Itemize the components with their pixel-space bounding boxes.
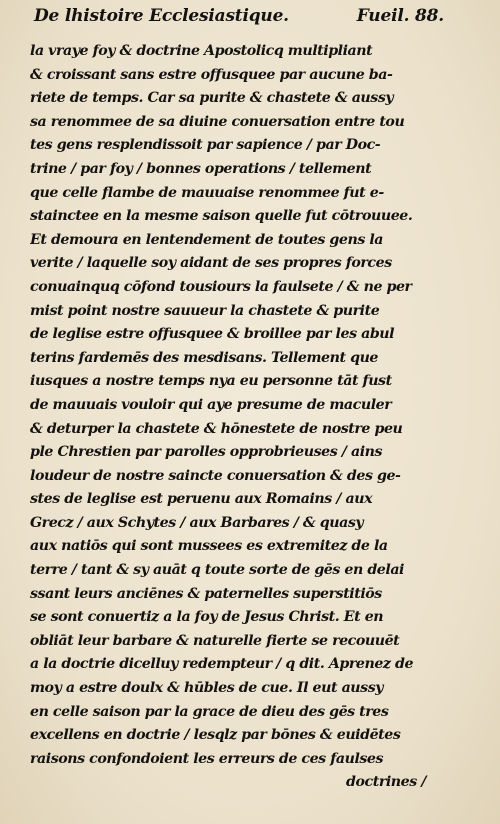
text-line: riete de temps. Car sa purite & chastete & aussy [30, 90, 394, 107]
text-line-final: doctrines / [346, 774, 426, 791]
running-head [34, 6, 444, 26]
text-line: en celle saison par la grace de dieu des gēs tres [30, 703, 389, 720]
text-line: Grecz / aux Schytes / aux Barbares / & quasy [30, 514, 364, 531]
text-block [30, 40, 440, 795]
text-line: aux natiōs qui sont mussees es extremitez de la [30, 538, 388, 555]
text-line: obliāt leur barbare & naturelle fierte se recouuēt [30, 632, 400, 649]
folio-number: Fueil. 88. [356, 6, 444, 26]
text-line: trine / par foy / bonnes operations / tellement [30, 160, 372, 177]
text-line: & deturper la chastete & hōnestete de nostre peu [30, 420, 403, 437]
text-line: sa renommee de sa diuine conuersation entre tou [30, 113, 405, 130]
text-line: Et demoura en lentendement de toutes gens la [30, 231, 384, 248]
text-line: & croissant sans estre offusquee par aucune ba- [30, 66, 393, 83]
text-line: raisons confondoient les erreurs de ces faulses [30, 750, 384, 767]
text-line: ple Chrestien par parolles opprobrieuses / ains [30, 444, 383, 461]
text-line: terre / tant & sy auāt q toute sorte de gēs en delai [30, 562, 404, 579]
text-line: se sont conuertiz a la foy de Jesus Christ. Et en [30, 609, 384, 626]
text-line: tes gens resplendissoit par sapience / par Doc- [30, 137, 381, 154]
running-head-title: De lhistoire Ecclesiastique. [34, 6, 289, 26]
text-line: verite / laquelle soy aidant de ses propres forces [30, 255, 392, 272]
text-line: a la doctrie dicelluy redempteur / q dit. Aprenez de [30, 656, 414, 673]
text-line: conuainquq cōfond tousiours la faulsete / & ne per [30, 278, 412, 295]
text-line: que celle flambe de mauuaise renommee fut e- [30, 184, 384, 201]
text-line: mist point nostre sauueur la chastete & purite [30, 302, 380, 319]
text-line: iusques a nostre temps nya eu personne tāt fust [30, 373, 392, 390]
text-line: ssant leurs anciēnes & paternelles superstitiōs [30, 585, 382, 602]
text-line: terins fardemēs des mesdisans. Tellement que [30, 349, 379, 366]
text-line: loudeur de nostre saincte conuersation & des ge- [30, 467, 401, 484]
text-line: la vraye foy & doctrine Apostolicq multipliant [30, 43, 373, 59]
text-line: de mauuais vouloir qui aye presume de maculer [30, 396, 392, 413]
text-line: stainctee en la mesme saison quelle fut cōtrouuee. [30, 208, 413, 225]
text-line: de leglise estre offusquee & broillee par les abul [30, 326, 395, 343]
text-line: stes de leglise est peruenu aux Romains / aux [30, 491, 373, 508]
text-line: moy a estre doulx & hūbles de cue. Il eut aussy [30, 680, 384, 697]
text-line: excellens en doctrie / lesqlz par bōnes & euidētes [30, 727, 401, 744]
